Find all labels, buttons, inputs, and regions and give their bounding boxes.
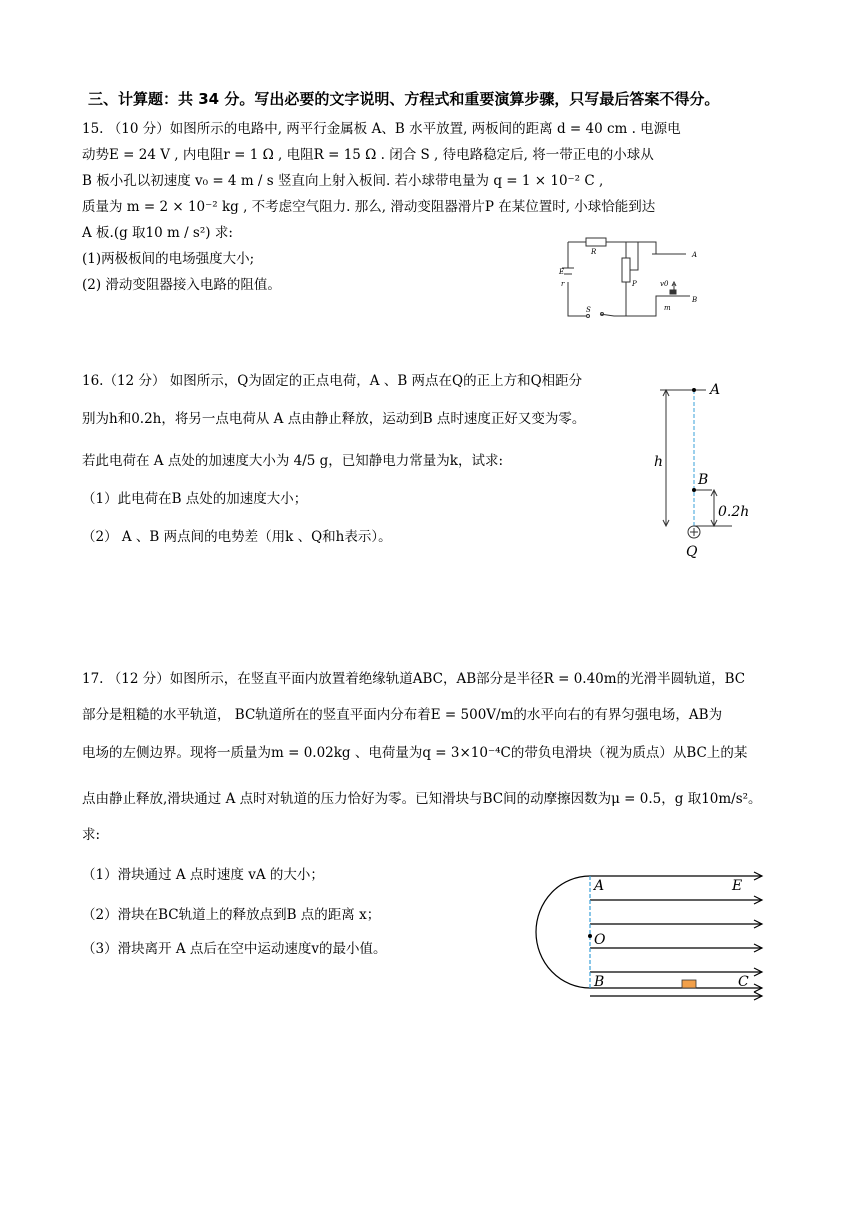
q17-line-1: 17. （12 分）如图所示，在竖直平面内放置着绝缘轨道ABC，AB部分是半径R = 0.40m的光滑半圆轨道，BC	[82, 671, 746, 687]
q16-label-02h: 0.2h	[718, 504, 750, 520]
q15-line-3: B 板小孔以初速度 v₀ = 4 m / s 竖直向上射入板间. 若小球带电量为 q = 1 × 10⁻² C ,	[82, 173, 604, 189]
q15-sub-2: (2) 滑动变阻器接入电路的阻值。	[82, 277, 281, 293]
q17-sub-1: （1）滑块通过 A 点时速度 vA 的大小；	[82, 867, 324, 883]
q16-label-Q: Q	[686, 544, 698, 560]
q17-track-diagram	[530, 868, 770, 1008]
q17-label-C: C	[738, 974, 749, 990]
q16-sub-2: （2） A 、B 两点间的电势差（用k 、Q和h表示）。	[82, 529, 392, 545]
q17-sub-2: （2）滑块在BC轨道上的释放点到B 点的距离 x；	[82, 907, 381, 923]
q17-label-O: O	[594, 932, 606, 948]
q15-label-E: E	[559, 268, 565, 276]
q17-line-3: 电场的左侧边界。现将一质量为m = 0.02kg 、电荷量为q = 3×10⁻⁴C的带负电滑块（视为质点）从BC上的某	[82, 745, 748, 761]
q16-label-A: A	[710, 382, 721, 398]
q16-sub-1: （1）此电荷在B 点处的加速度大小；	[82, 491, 308, 507]
q15-label-P: P	[632, 280, 637, 288]
q17-sub-3: （3）滑块离开 A 点后在空中运动速度v的最小值。	[82, 941, 387, 957]
q16-charge-diagram	[650, 374, 760, 564]
q16-label-B: B	[698, 472, 709, 488]
q17-label-A: A	[594, 878, 605, 894]
q15-label-v0: v0	[660, 280, 669, 288]
q16-line-3: 若此电荷在 A 点处的加速度大小为 4/5 g，已知静电力常量为k，试求:	[82, 453, 504, 469]
q15-label-B: B	[692, 296, 698, 304]
q17-label-E: E	[732, 878, 743, 894]
q15-circuit-diagram	[556, 230, 716, 324]
q15-label-r: r	[561, 280, 565, 288]
q16-line-2: 别为h和0.2h，将另一点电荷从 A 点由静止释放，运动到B 点时速度正好又变为零。	[82, 411, 586, 427]
q15-sub-1: (1)两极板间的电场强度大小;	[82, 251, 255, 267]
q17-line-5: 求:	[82, 827, 101, 843]
q17-line-2: 部分是粗糙的水平轨道， BC轨道所在的竖直平面内分布着E = 500V/m的水平向右的有界匀强电场，AB为	[82, 707, 723, 723]
q15-line-4: 质量为 m = 2 × 10⁻² kg , 不考虑空气阻力. 那么, 滑动变阻器滑片P 在某位置时, 小球恰能到达	[82, 199, 656, 215]
q17-line-4: 点由静止释放,滑块通过 A 点时对轨道的压力恰好为零。已知滑块与BC间的动摩擦因数为μ = 0.5，g 取10m/s²。	[82, 791, 762, 807]
q15-label-m: m	[664, 304, 671, 312]
q15-label-S: S	[586, 306, 591, 314]
q15-line-5: A 板.(g 取10 m / s²) 求:	[82, 225, 233, 241]
q16-label-h: h	[654, 454, 664, 470]
section-heading: 三、计算题：共 34 分。写出必要的文字说明、方程式和重要演算步骤，只写最后答案不得分。	[88, 90, 720, 108]
q15-line-1: 15. （10 分）如图所示的电路中, 两平行金属板 A、B 水平放置, 两板间的距离 d = 40 cm . 电源电	[82, 121, 681, 137]
q17-label-B: B	[594, 974, 605, 990]
q16-line-1: 16.（12 分） 如图所示，Q为固定的正点电荷，A 、B 两点在Q的正上方和Q相距分	[82, 373, 583, 389]
q15-label-R: R	[591, 248, 597, 256]
q15-line-2: 动势E = 24 V , 内电阻r = 1 Ω , 电阻R = 15 Ω . 闭合 S , 待电路稳定后, 将一带正电的小球从	[82, 147, 654, 163]
q15-label-A: A	[692, 251, 698, 259]
